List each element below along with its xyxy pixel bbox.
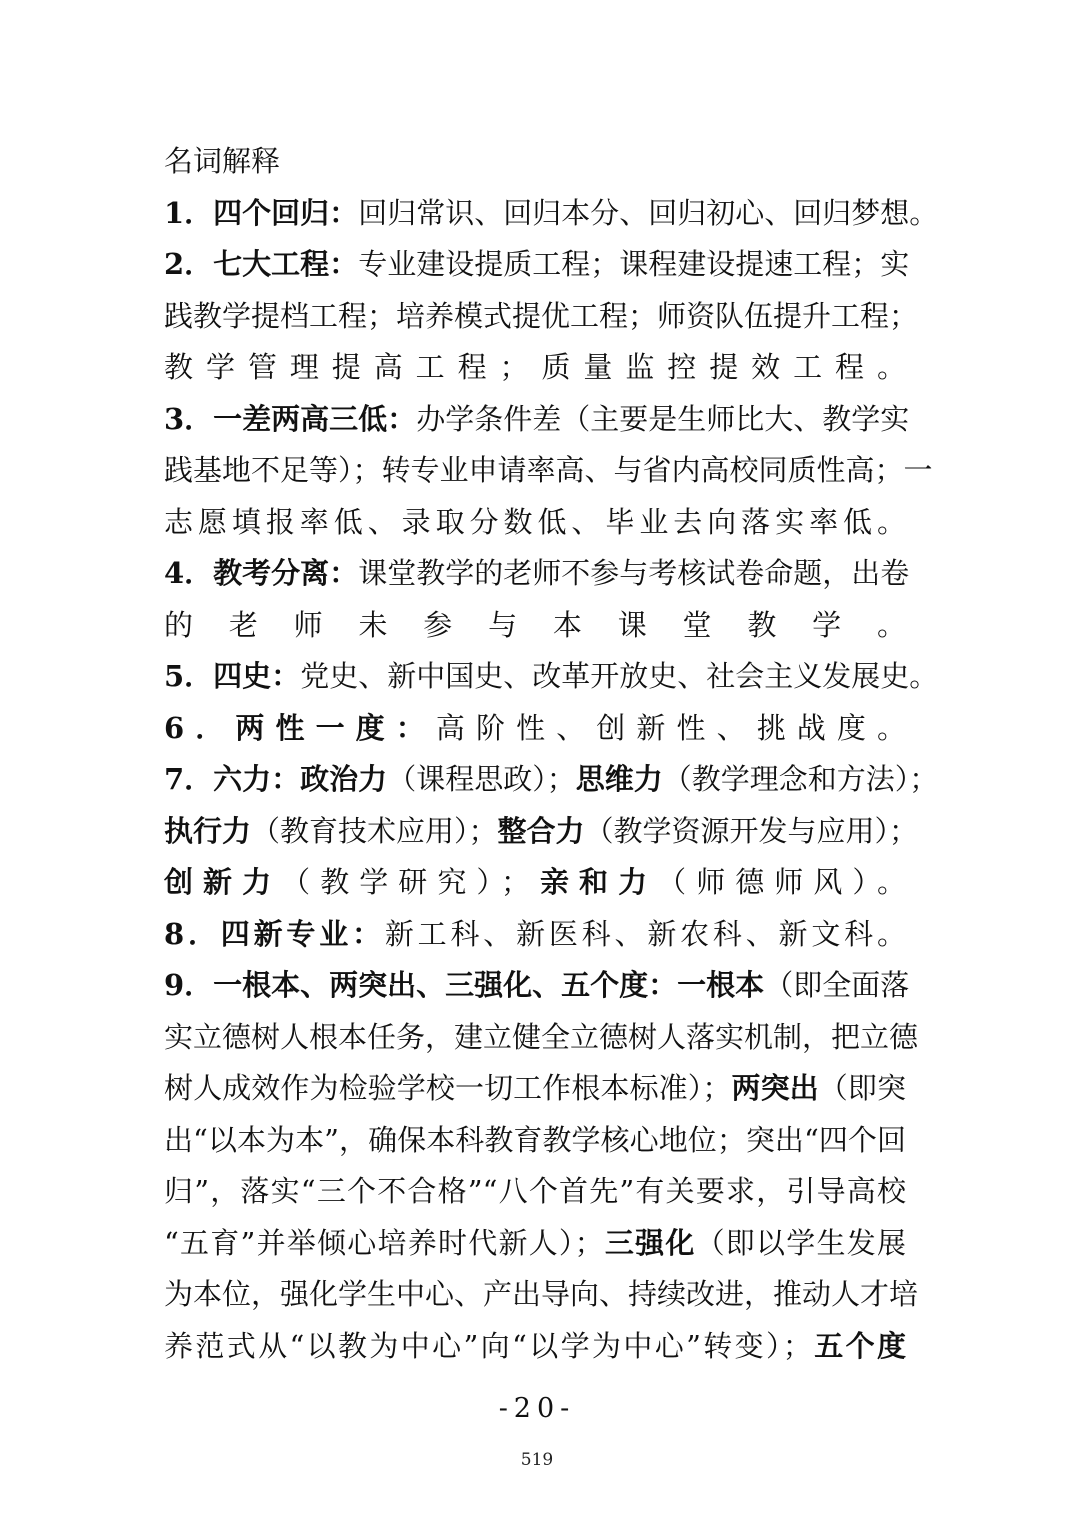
definition-text: 党史、新中国史、改革开放史、社会主义发展史。 bbox=[300, 659, 939, 693]
text-line bbox=[164, 909, 906, 961]
definition-text: （教育技术应用）； bbox=[251, 813, 498, 848]
term-bold: 亲和力 bbox=[529, 865, 658, 899]
definition-text: （即全面落 bbox=[764, 968, 910, 1002]
text-line bbox=[164, 342, 906, 394]
document-body bbox=[164, 136, 939, 1372]
definition-text: 树人成效作为检验学校一切工作根本标准）； bbox=[164, 1071, 732, 1105]
text-line bbox=[164, 754, 939, 806]
text-line bbox=[164, 394, 910, 446]
text-line bbox=[164, 548, 910, 600]
text-line bbox=[164, 857, 906, 909]
definition-text: 课堂教学的老师不参与考核试卷命题，出卷 bbox=[358, 556, 910, 590]
definition-text: 实立德树人根本任务，建立健全立德树人落实机制，把立德 bbox=[164, 1019, 919, 1054]
term-bold: 五个度 bbox=[811, 1328, 906, 1363]
term-bold: 5．四史： bbox=[164, 659, 301, 693]
term-bold: 思维力 bbox=[575, 762, 663, 796]
definition-text: 高阶性、创新性、挑战度。 bbox=[435, 710, 906, 745]
text-line bbox=[164, 1166, 906, 1218]
text-line bbox=[164, 1115, 906, 1167]
term-bold: 3．一差两高三低： bbox=[164, 401, 417, 436]
text-line bbox=[164, 445, 933, 497]
text-line bbox=[164, 651, 939, 703]
term-bold: 4．教考分离： bbox=[164, 556, 359, 590]
text-line bbox=[164, 960, 910, 1012]
page-label: -20- bbox=[498, 1393, 576, 1424]
term-bold: 6．两性一度： bbox=[164, 710, 436, 745]
text-line bbox=[164, 291, 919, 343]
text-line bbox=[164, 188, 939, 240]
term-bold: 7．六力：政治力 bbox=[164, 762, 388, 796]
term-bold: 执行力 bbox=[164, 813, 252, 848]
term-bold: 两突出 bbox=[731, 1071, 819, 1105]
definition-text: 的老师未参与本课堂教学。 bbox=[164, 607, 906, 642]
page-number: 519 bbox=[520, 1450, 554, 1470]
term-bold: 2．七大工程： bbox=[164, 247, 359, 281]
text-line bbox=[164, 600, 906, 652]
definition-text: 践教学提档工程；培养模式提优工程；师资队伍提升工程； bbox=[164, 298, 919, 333]
definition-text: “五育”并举倾心培养时代新人）； bbox=[164, 1225, 604, 1260]
definition-text: 归”，落实“三个不合格”“八个首先”有关要求，引导高校 bbox=[164, 1174, 906, 1208]
text-line bbox=[164, 1063, 906, 1115]
glossary-lines bbox=[164, 188, 939, 1373]
definition-text: （课程思政）； bbox=[387, 762, 576, 796]
definition-text: 为本位，强化学生中心、产出导向、持续改进，推动人才培 bbox=[164, 1277, 919, 1311]
definition-text: 回归常识、回归本分、回归初心、回归梦想。 bbox=[358, 195, 939, 230]
definition-text: 新工科、新医科、新农科、新文科。 bbox=[384, 916, 906, 951]
definition-text: （教学研究）； bbox=[281, 865, 530, 899]
text-line bbox=[164, 1012, 919, 1064]
text-line bbox=[164, 703, 906, 755]
definition-text: 志愿填报率低、录取分数低、毕业去向落实率低。 bbox=[164, 504, 906, 539]
definition-text: （师德师风）。 bbox=[657, 865, 906, 899]
definition-text: 教学管理提高工程；质量监控提效工程。 bbox=[164, 350, 906, 384]
definition-text: （教学资源开发与应用）； bbox=[584, 813, 919, 848]
text-line bbox=[164, 239, 910, 291]
term-bold: 整合力 bbox=[497, 813, 585, 848]
definition-text: （即以学生发展 bbox=[695, 1225, 906, 1260]
term-bold: 创新力 bbox=[164, 865, 282, 899]
section-heading: 名词解释 bbox=[164, 144, 281, 178]
term-bold: 9．一根本、两突出、三强化、五个度：一根本 bbox=[164, 968, 765, 1002]
definition-text: 办学条件差（主要是生师比大、教学实 bbox=[416, 401, 910, 436]
term-bold: 8．四新专业： bbox=[164, 916, 385, 951]
text-line bbox=[164, 1269, 919, 1321]
definition-text: 养范式从“以教为中心”向“以学为中心”转变）； bbox=[164, 1328, 812, 1363]
text-line bbox=[164, 806, 919, 858]
text-line bbox=[164, 497, 906, 549]
definition-text: 专业建设提质工程；课程建设提速工程；实 bbox=[358, 247, 910, 281]
term-bold: 1．四个回归： bbox=[164, 195, 359, 230]
definition-text: 出“以本为本”，确保本科教育教学核心地位；突出“四个回 bbox=[164, 1122, 906, 1157]
text-line bbox=[164, 1321, 906, 1373]
definition-text: 践基地不足等）；转专业申请率高、与省内高校同质性高；一 bbox=[164, 453, 933, 487]
definition-text: （教学理念和方法）； bbox=[662, 762, 939, 796]
term-bold: 三强化 bbox=[603, 1225, 696, 1260]
text-line bbox=[164, 1218, 906, 1270]
definition-text: （即突 bbox=[818, 1071, 906, 1105]
